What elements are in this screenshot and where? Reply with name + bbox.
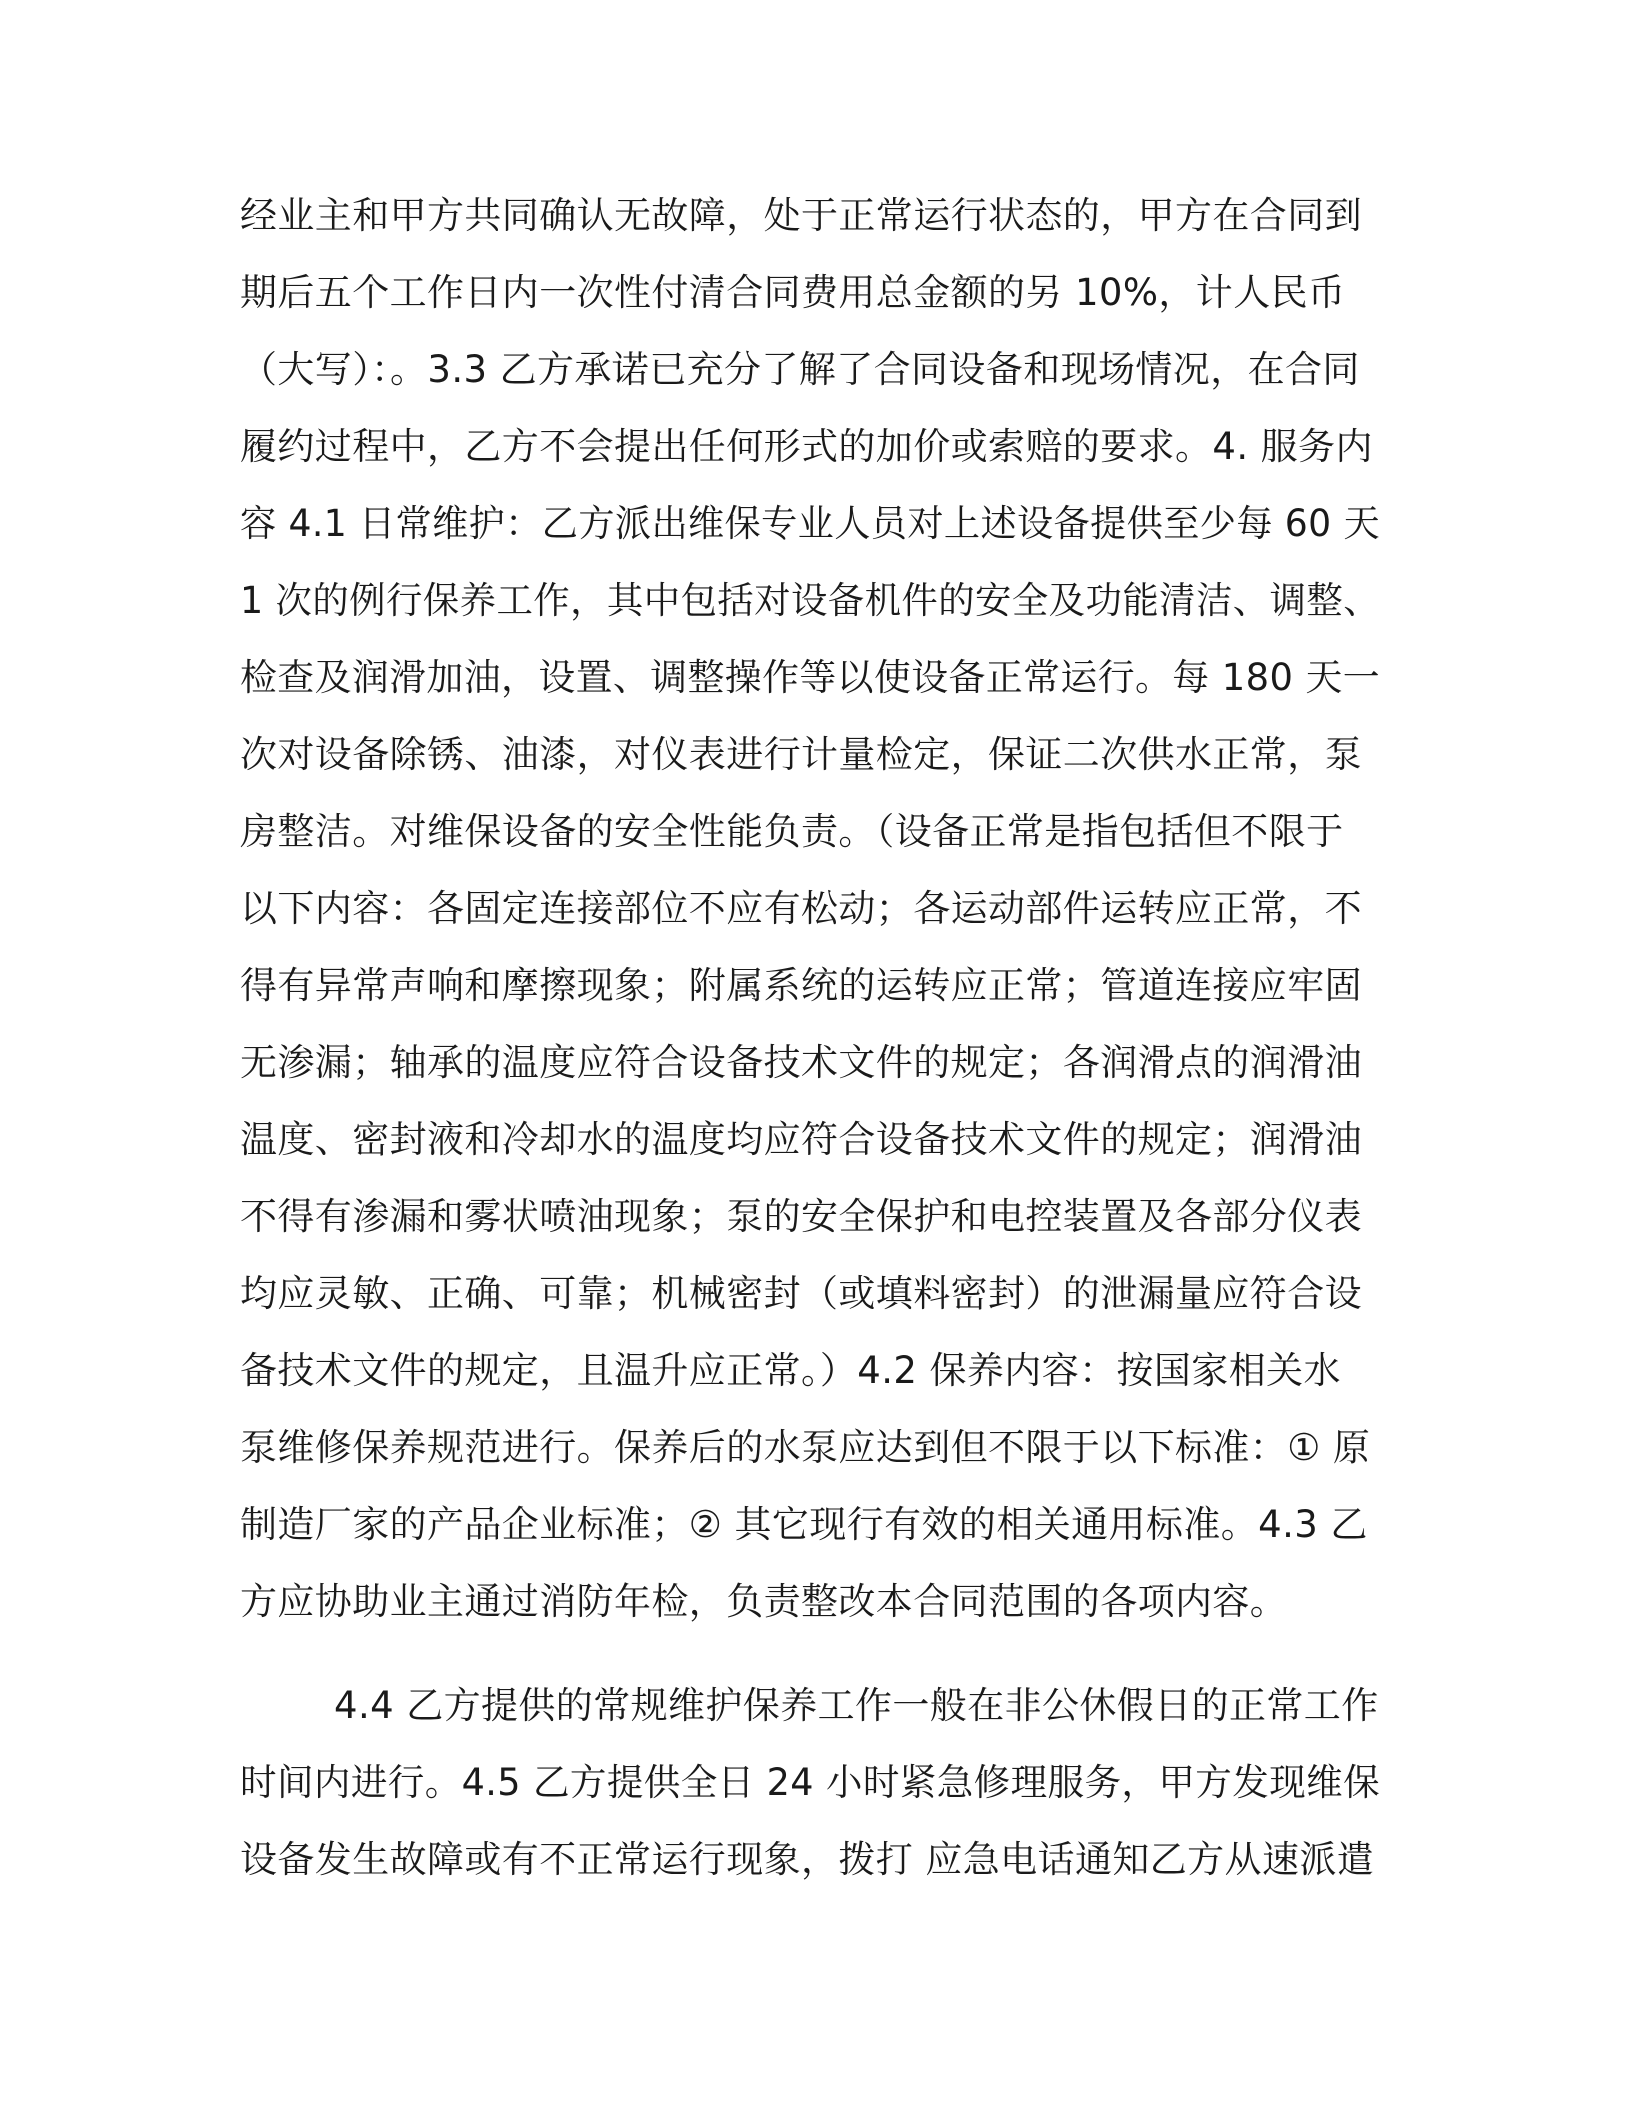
text-line: 时间内进行。4.5 乙方提供全日 24 小时紧急修理服务，甲方发现维保	[240, 1761, 1381, 1804]
text-line: 备技术文件的规定，且温升应正常。）4.2 保养内容：按国家相关水	[240, 1349, 1341, 1392]
text-line: 经业主和甲方共同确认无故障，处于正常运行状态的，甲方在合同到	[240, 194, 1362, 237]
text-line: 得有异常声响和摩擦现象；附属系统的运转应正常；管道连接应牢固	[240, 964, 1362, 1007]
text-line: 容 4.1 日常维护：乙方派出维保专业人员对上述设备提供至少每 60 天	[240, 502, 1381, 545]
text-line: 泵维修保养规范进行。保养后的水泵应达到但不限于以下标准：① 原	[240, 1426, 1371, 1469]
text-line: 温度、密封液和冷却水的温度均应符合设备技术文件的规定；润滑油	[240, 1118, 1362, 1161]
text-line: 4.4 乙方提供的常规维护保养工作一般在非公休假日的正常工作	[334, 1684, 1379, 1727]
text-line: 房整洁。对维保设备的安全性能负责。（设备正常是指包括但不限于	[240, 810, 1344, 853]
text-line: 设备发生故障或有不正常运行现象，拨打 应急电话通知乙方从速派遣	[240, 1838, 1375, 1881]
text-line: （大写）：。3.3 乙方承诺已充分了解了合同设备和现场情况，在合同	[240, 348, 1360, 391]
text-line: 检查及润滑加油，设置、调整操作等以使设备正常运行。每 180 天一	[240, 656, 1381, 699]
text-line: 均应灵敏、正确、可靠；机械密封（或填料密封）的泄漏量应符合设	[240, 1272, 1362, 1315]
text-line: 不得有渗漏和雾状喷油现象；泵的安全保护和电控装置及各部分仪表	[240, 1195, 1362, 1238]
text-line: 方应协助业主通过消防年检，负责整改本合同范围的各项内容。	[240, 1580, 1288, 1623]
text-line: 履约过程中，乙方不会提出任何形式的加价或索赔的要求。4. 服务内	[240, 425, 1373, 468]
text-line: 以下内容：各固定连接部位不应有松动；各运动部件运转应正常，不	[240, 887, 1362, 930]
text-line: 期后五个工作日内一次性付清合同费用总金额的另 10%，计人民币	[240, 271, 1346, 314]
text-line: 1 次的例行保养工作，其中包括对设备机件的安全及功能清洁、调整、	[240, 579, 1381, 622]
text-line: 无渗漏；轴承的温度应符合设备技术文件的规定；各润滑点的润滑油	[240, 1041, 1362, 1084]
text-line: 次对设备除锈、油漆，对仪表进行计量检定，保证二次供水正常，泵	[240, 733, 1362, 776]
text-line: 制造厂家的产品企业标准；② 其它现行有效的相关通用标准。4.3 乙	[240, 1503, 1368, 1546]
